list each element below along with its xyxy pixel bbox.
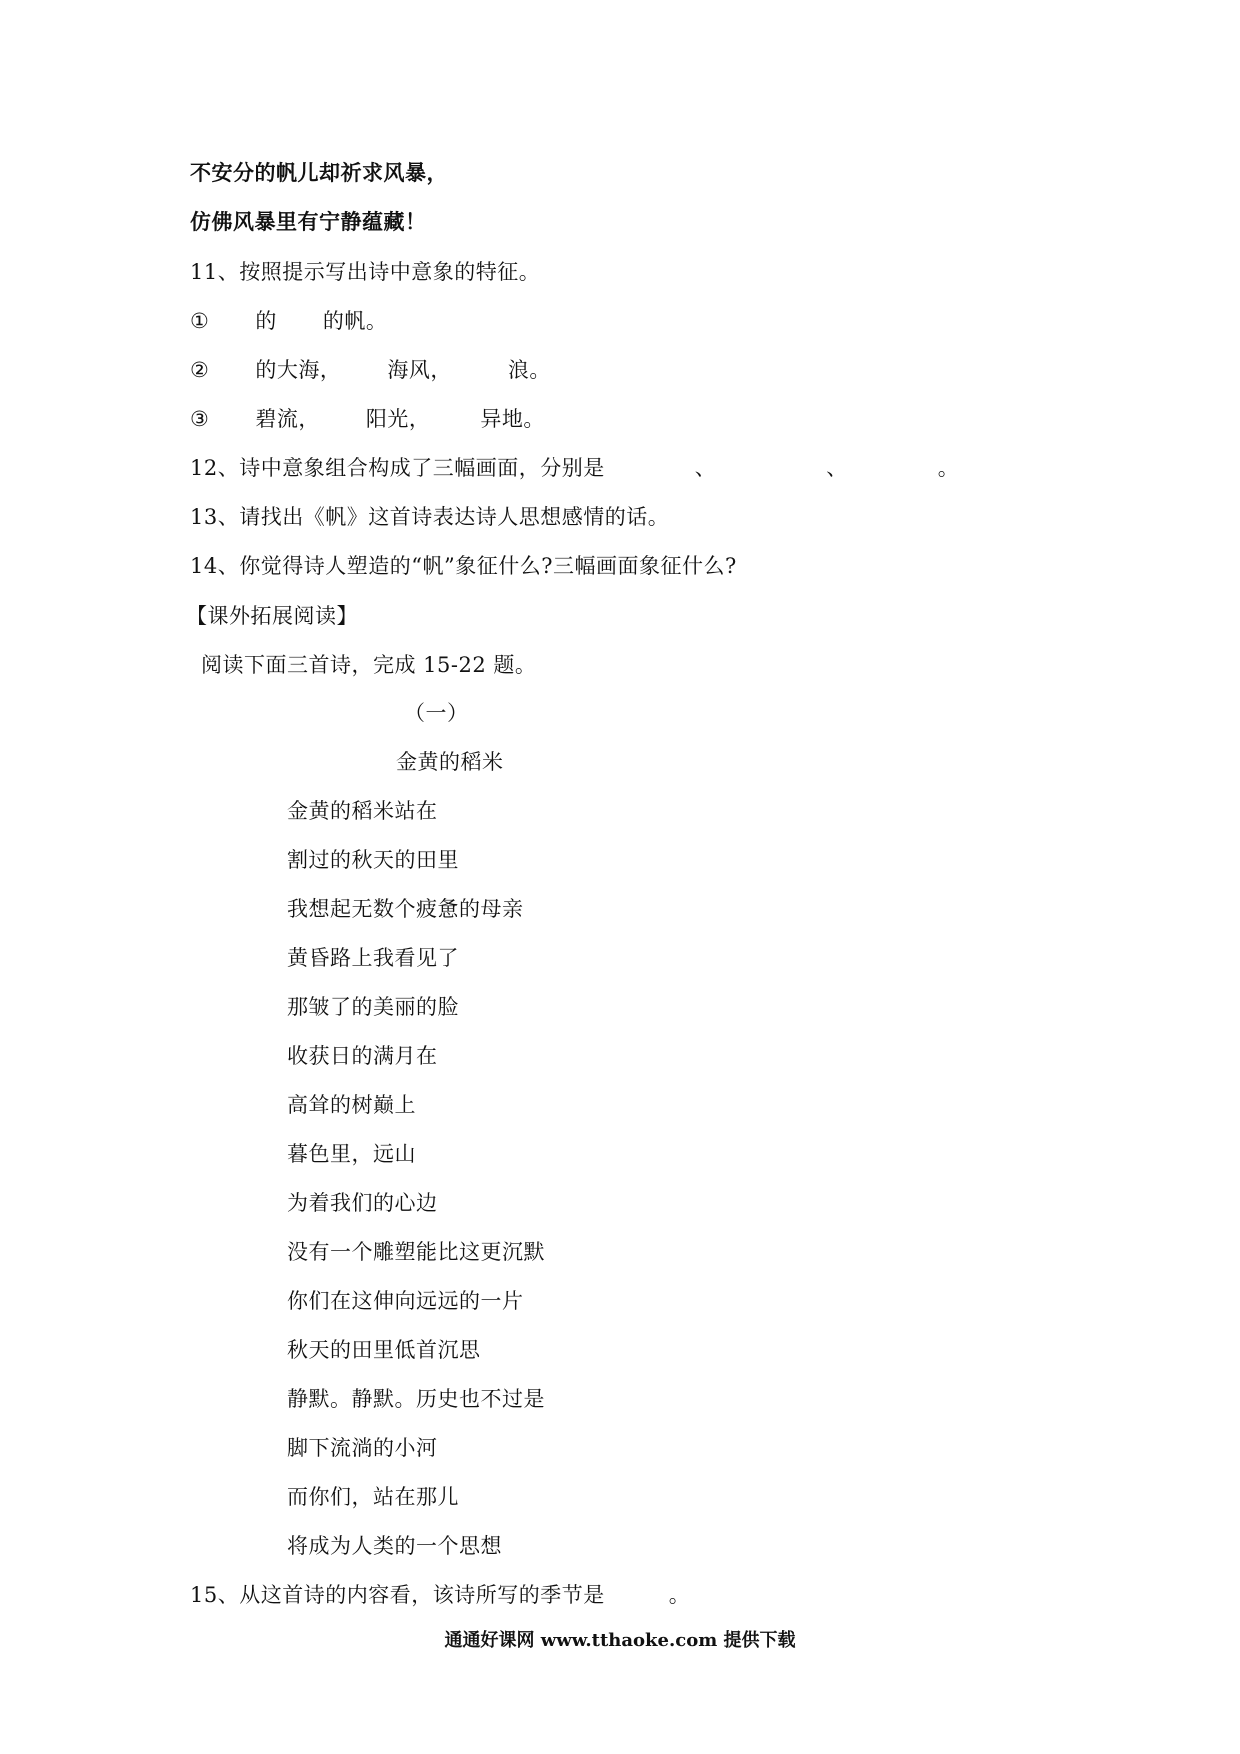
- item-marker: ③: [190, 407, 210, 431]
- fill-word: 阳光，: [365, 407, 431, 431]
- intro-line-2: 仿佛风暴里有宁静蕴藏！: [190, 209, 427, 234]
- poem-line: 黄昏路上我看见了: [287, 946, 459, 970]
- item-marker: ②: [190, 358, 210, 382]
- fill-word: 异地。: [480, 407, 545, 431]
- poem-line: 你们在这伸向远远的一片: [287, 1289, 524, 1313]
- period: 。: [668, 1583, 691, 1607]
- fill-word: 的帆。: [322, 309, 388, 333]
- reading-instruction: 阅读下面三首诗，完成 15-22 题。: [201, 653, 537, 677]
- fill-word: 浪。: [507, 358, 551, 382]
- poem-line: 那皱了的美丽的脸: [287, 995, 459, 1019]
- question-13: 13、请找出《帆》这首诗表达诗人思想感情的话。: [190, 505, 670, 529]
- poem-line: 收获日的满月在: [287, 1044, 438, 1068]
- poem-line: 金黄的稻米站在: [287, 799, 438, 823]
- question-12-text: 12、诗中意象组合构成了三幅画面，分别是: [190, 456, 605, 480]
- poem-line: 而你们，站在那儿: [287, 1485, 459, 1509]
- question-11-prompt: 11、按照提示写出诗中意象的特征。: [190, 260, 541, 284]
- fill-word: 碧流，: [255, 407, 320, 431]
- poem-line: 暮色里，远山: [287, 1142, 416, 1166]
- poem-line: 割过的秋天的田里: [287, 848, 459, 872]
- poem-line: 没有一个雕塑能比这更沉默: [287, 1240, 545, 1264]
- question-11-item-1: [190, 306, 387, 336]
- poem-number: （一）: [404, 701, 469, 725]
- question-14: 14、你觉得诗人塑造的“帆”象征什么?三幅画面象征什么?: [190, 554, 737, 578]
- question-11-item-2: [190, 355, 551, 385]
- poem-line: 将成为人类的一个思想: [287, 1534, 502, 1558]
- fill-word: 的: [255, 309, 277, 333]
- poem-line: 高耸的树巅上: [287, 1093, 416, 1117]
- separator: 、: [694, 456, 717, 480]
- poem-line: 静默。静默。历史也不过是: [287, 1387, 545, 1411]
- intro-line-1: 不安分的帆儿却祈求风暴，: [190, 160, 448, 185]
- poem-line: 脚下流淌的小河: [287, 1436, 438, 1460]
- question-15-text: 15、从这首诗的内容看，该诗所写的季节是: [190, 1583, 605, 1607]
- fill-word: 海风，: [387, 358, 452, 382]
- poem-line: 我想起无数个疲惫的母亲: [287, 897, 524, 921]
- poem-line: 为着我们的心边: [287, 1191, 438, 1215]
- question-15: [190, 1580, 690, 1610]
- fill-word: 的大海，: [255, 358, 342, 382]
- period: 。: [937, 456, 960, 480]
- section-heading: 【课外拓展阅读】: [186, 604, 358, 628]
- poem-line: 秋天的田里低首沉思: [287, 1338, 481, 1362]
- poem-title: 金黄的稻米: [396, 750, 504, 774]
- question-12: [190, 453, 959, 483]
- question-11-item-3: [190, 404, 545, 434]
- page-footer: 通通好课网 www.tthaoke.com 提供下载: [444, 1630, 796, 1651]
- item-marker: ①: [190, 309, 210, 333]
- separator: 、: [826, 456, 848, 480]
